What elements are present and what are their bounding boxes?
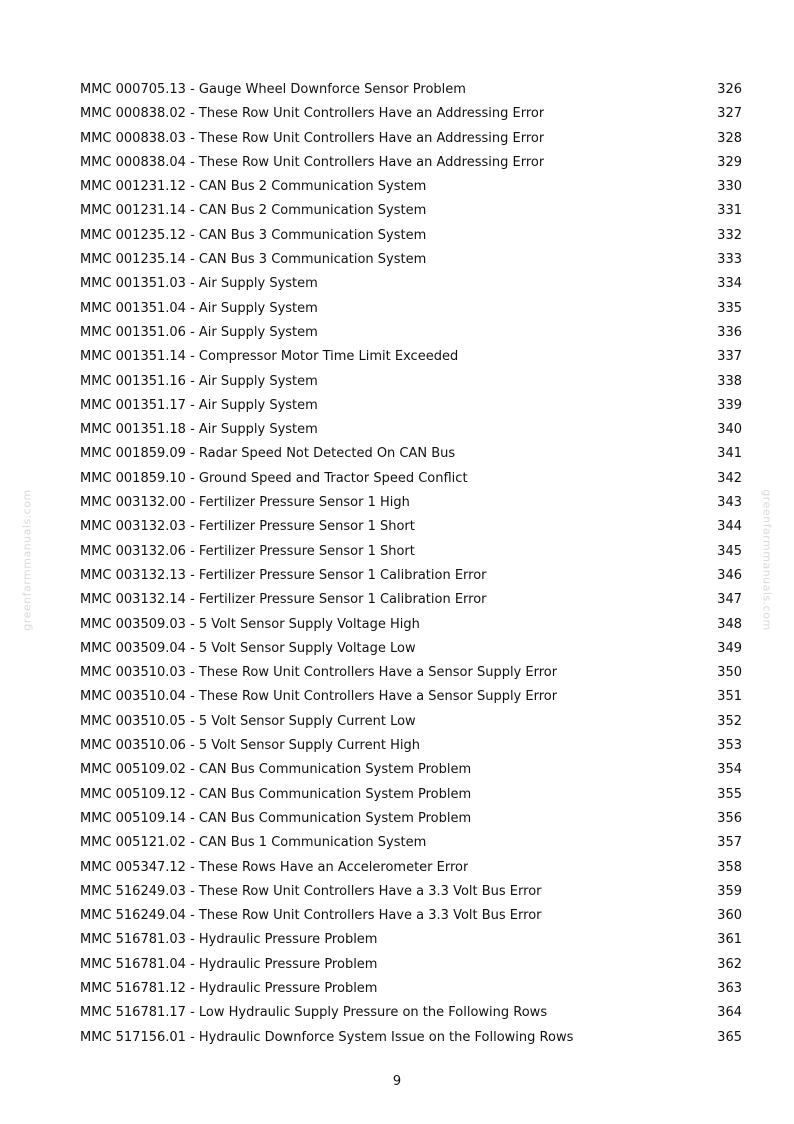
toc-entry-title: MMC 001235.12 - CAN Bus 3 Communication System [80, 227, 427, 243]
toc-entry-page: 348 [717, 616, 742, 632]
toc-entry-page: 327 [717, 106, 742, 122]
toc-entry-page: 354 [717, 762, 742, 778]
toc-entry[interactable] [80, 78, 742, 102]
toc-entry[interactable] [80, 442, 742, 466]
toc-entry-title: MMC 005109.14 - CAN Bus Communication System Problem [80, 810, 472, 826]
toc-entry-page: 352 [717, 713, 742, 729]
toc-entry[interactable] [80, 928, 742, 952]
toc-entry-page: 333 [717, 252, 742, 268]
toc-entry-title: MMC 001235.14 - CAN Bus 3 Communication System [80, 252, 427, 268]
toc-entry-page: 353 [717, 738, 742, 754]
toc-entry-title: MMC 003132.14 - Fertilizer Pressure Sensor 1 Calibration Error [80, 592, 487, 608]
toc-entry[interactable] [80, 199, 742, 223]
toc-entry-page: 345 [717, 543, 742, 559]
toc-entry-title: MMC 000838.04 - These Row Unit Controllers Have an Addressing Error [80, 154, 545, 170]
toc-entry-title: MMC 001231.14 - CAN Bus 2 Communication System [80, 203, 427, 219]
toc-entry-title: MMC 001351.18 - Air Supply System [80, 422, 318, 438]
toc-entry-title: MMC 001231.12 - CAN Bus 2 Communication System [80, 179, 427, 195]
toc-entry-page: 343 [717, 495, 742, 511]
toc-entry-title: MMC 005109.02 - CAN Bus Communication System Problem [80, 762, 472, 778]
toc-entry[interactable] [80, 272, 742, 296]
toc-entry-title: MMC 003132.13 - Fertilizer Pressure Sensor 1 Calibration Error [80, 567, 487, 583]
toc-entry-title: MMC 005347.12 - These Rows Have an Accelerometer Error [80, 859, 469, 875]
toc-entry[interactable] [80, 1001, 742, 1025]
toc-entry-title: MMC 003510.05 - 5 Volt Sensor Supply Current Low [80, 713, 416, 729]
toc-entry[interactable] [80, 856, 742, 880]
toc-entry[interactable] [80, 710, 742, 734]
toc-entry-page: 356 [717, 810, 742, 826]
toc-entry-page: 339 [717, 397, 742, 413]
toc-entry-page: 344 [717, 519, 742, 535]
toc-entry[interactable] [80, 345, 742, 369]
toc-entry-page: 330 [717, 179, 742, 195]
toc-entry-title: MMC 003510.03 - These Row Unit Controllers Have a Sensor Supply Error [80, 665, 558, 681]
toc-entry-page: 336 [717, 324, 742, 340]
toc-entry-title: MMC 001859.10 - Ground Speed and Tractor Speed Conflict [80, 470, 468, 486]
toc-entry[interactable] [80, 613, 742, 637]
toc-entry[interactable] [80, 588, 742, 612]
toc-entry-title: MMC 516781.03 - Hydraulic Pressure Problem [80, 932, 378, 948]
toc-entry[interactable] [80, 1026, 742, 1050]
toc-entry-page: 334 [717, 276, 742, 292]
toc-entry-title: MMC 001351.16 - Air Supply System [80, 373, 318, 389]
toc-entry-page: 328 [717, 130, 742, 146]
toc-entry-page: 340 [717, 422, 742, 438]
toc-entry-page: 331 [717, 203, 742, 219]
toc-entry[interactable] [80, 515, 742, 539]
toc-entry-title: MMC 001859.09 - Radar Speed Not Detected On CAN Bus [80, 446, 456, 462]
toc-entry-page: 346 [717, 567, 742, 583]
toc-entry-title: MMC 003132.03 - Fertilizer Pressure Sensor 1 Short [80, 519, 415, 535]
table-of-contents [80, 78, 742, 1050]
toc-entry[interactable] [80, 685, 742, 709]
toc-entry[interactable] [80, 370, 742, 394]
toc-entry-page: 326 [717, 82, 742, 97]
toc-entry-title: MMC 516781.17 - Low Hydraulic Supply Pressure on the Following Rows [80, 1005, 548, 1021]
toc-entry[interactable] [80, 102, 742, 126]
toc-entry-title: MMC 000838.03 - These Row Unit Controllers Have an Addressing Error [80, 130, 545, 146]
toc-entry[interactable] [80, 880, 742, 904]
toc-entry-page: 347 [717, 592, 742, 608]
toc-entry-title: MMC 001351.04 - Air Supply System [80, 300, 318, 316]
toc-entry[interactable] [80, 564, 742, 588]
toc-entry[interactable] [80, 783, 742, 807]
toc-entry-page: 337 [717, 349, 742, 365]
toc-entry-title: MMC 003132.00 - Fertilizer Pressure Sensor 1 High [80, 495, 410, 511]
toc-entry[interactable] [80, 418, 742, 442]
toc-entry-title: MMC 001351.03 - Air Supply System [80, 276, 318, 292]
toc-entry-page: 357 [717, 835, 742, 851]
page-number: 9 [392, 1074, 402, 1089]
toc-entry-title: MMC 005121.02 - CAN Bus 1 Communication System [80, 835, 427, 851]
toc-entry-title: MMC 003510.04 - These Row Unit Controllers Have a Sensor Supply Error [80, 689, 558, 705]
toc-entry-page: 362 [717, 956, 742, 972]
toc-entry-page: 329 [717, 154, 742, 170]
toc-entry[interactable] [80, 394, 742, 418]
toc-entry-title: MMC 001351.06 - Air Supply System [80, 324, 318, 340]
toc-entry[interactable] [80, 248, 742, 272]
toc-entry-title: MMC 000838.02 - These Row Unit Controllers Have an Addressing Error [80, 106, 545, 122]
toc-entry-page: 341 [717, 446, 742, 462]
toc-entry[interactable] [80, 637, 742, 661]
toc-entry[interactable] [80, 467, 742, 491]
toc-entry[interactable] [80, 127, 742, 151]
toc-entry[interactable] [80, 904, 742, 928]
toc-entry-page: 338 [717, 373, 742, 389]
toc-entry-page: 363 [717, 980, 742, 996]
toc-entry-title: MMC 000705.13 - Gauge Wheel Downforce Sensor Problem [80, 82, 466, 97]
toc-entry-title: MMC 517156.01 - Hydraulic Downforce System Issue on the Following Rows [80, 1029, 574, 1045]
toc-entry-page: 349 [717, 640, 742, 656]
toc-entry[interactable] [80, 953, 742, 977]
toc-entry-page: 355 [717, 786, 742, 802]
toc-entry[interactable] [80, 661, 742, 685]
toc-entry-page: 364 [717, 1005, 742, 1021]
toc-entry[interactable] [80, 297, 742, 321]
toc-entry-page: 365 [717, 1029, 742, 1045]
toc-entry-title: MMC 516781.04 - Hydraulic Pressure Problem [80, 956, 378, 972]
toc-entry-title: MMC 003509.03 - 5 Volt Sensor Supply Voltage High [80, 616, 420, 632]
toc-entry-title: MMC 003509.04 - 5 Volt Sensor Supply Voltage Low [80, 640, 416, 656]
toc-entry-title: MMC 516781.12 - Hydraulic Pressure Problem [80, 980, 378, 996]
toc-entry-page: 361 [717, 932, 742, 948]
toc-entry-title: MMC 001351.17 - Air Supply System [80, 397, 318, 413]
watermark-right: greenfarmmanuals.com [760, 489, 774, 631]
toc-entry[interactable] [80, 831, 742, 855]
toc-entry[interactable] [80, 758, 742, 782]
toc-entry-page: 350 [717, 665, 742, 681]
toc-entry-title: MMC 516249.04 - These Row Unit Controllers Have a 3.3 Volt Bus Error [80, 908, 542, 924]
toc-entry[interactable] [80, 734, 742, 758]
toc-entry-title: MMC 005109.12 - CAN Bus Communication System Problem [80, 786, 472, 802]
toc-entry-title: MMC 001351.14 - Compressor Motor Time Limit Exceeded [80, 349, 459, 365]
toc-entry-page: 335 [717, 300, 742, 316]
toc-entry-title: MMC 003132.06 - Fertilizer Pressure Sensor 1 Short [80, 543, 415, 559]
toc-entry[interactable] [80, 151, 742, 175]
toc-entry[interactable] [80, 807, 742, 831]
toc-entry-title: MMC 516249.03 - These Row Unit Controllers Have a 3.3 Volt Bus Error [80, 883, 542, 899]
toc-entry-page: 351 [717, 689, 742, 705]
toc-entry[interactable] [80, 491, 742, 515]
toc-entry[interactable] [80, 977, 742, 1001]
toc-entry-page: 360 [717, 908, 742, 924]
toc-entry-page: 342 [717, 470, 742, 486]
toc-entry-page: 332 [717, 227, 742, 243]
watermark-left: greenfarmmanuals.com [20, 489, 34, 631]
toc-entry-page: 358 [717, 859, 742, 875]
toc-entry[interactable] [80, 540, 742, 564]
toc-entry-title: MMC 003510.06 - 5 Volt Sensor Supply Current High [80, 738, 420, 754]
toc-entry-page: 359 [717, 883, 742, 899]
toc-entry[interactable] [80, 224, 742, 248]
toc-entry[interactable] [80, 321, 742, 345]
toc-entry[interactable] [80, 175, 742, 199]
